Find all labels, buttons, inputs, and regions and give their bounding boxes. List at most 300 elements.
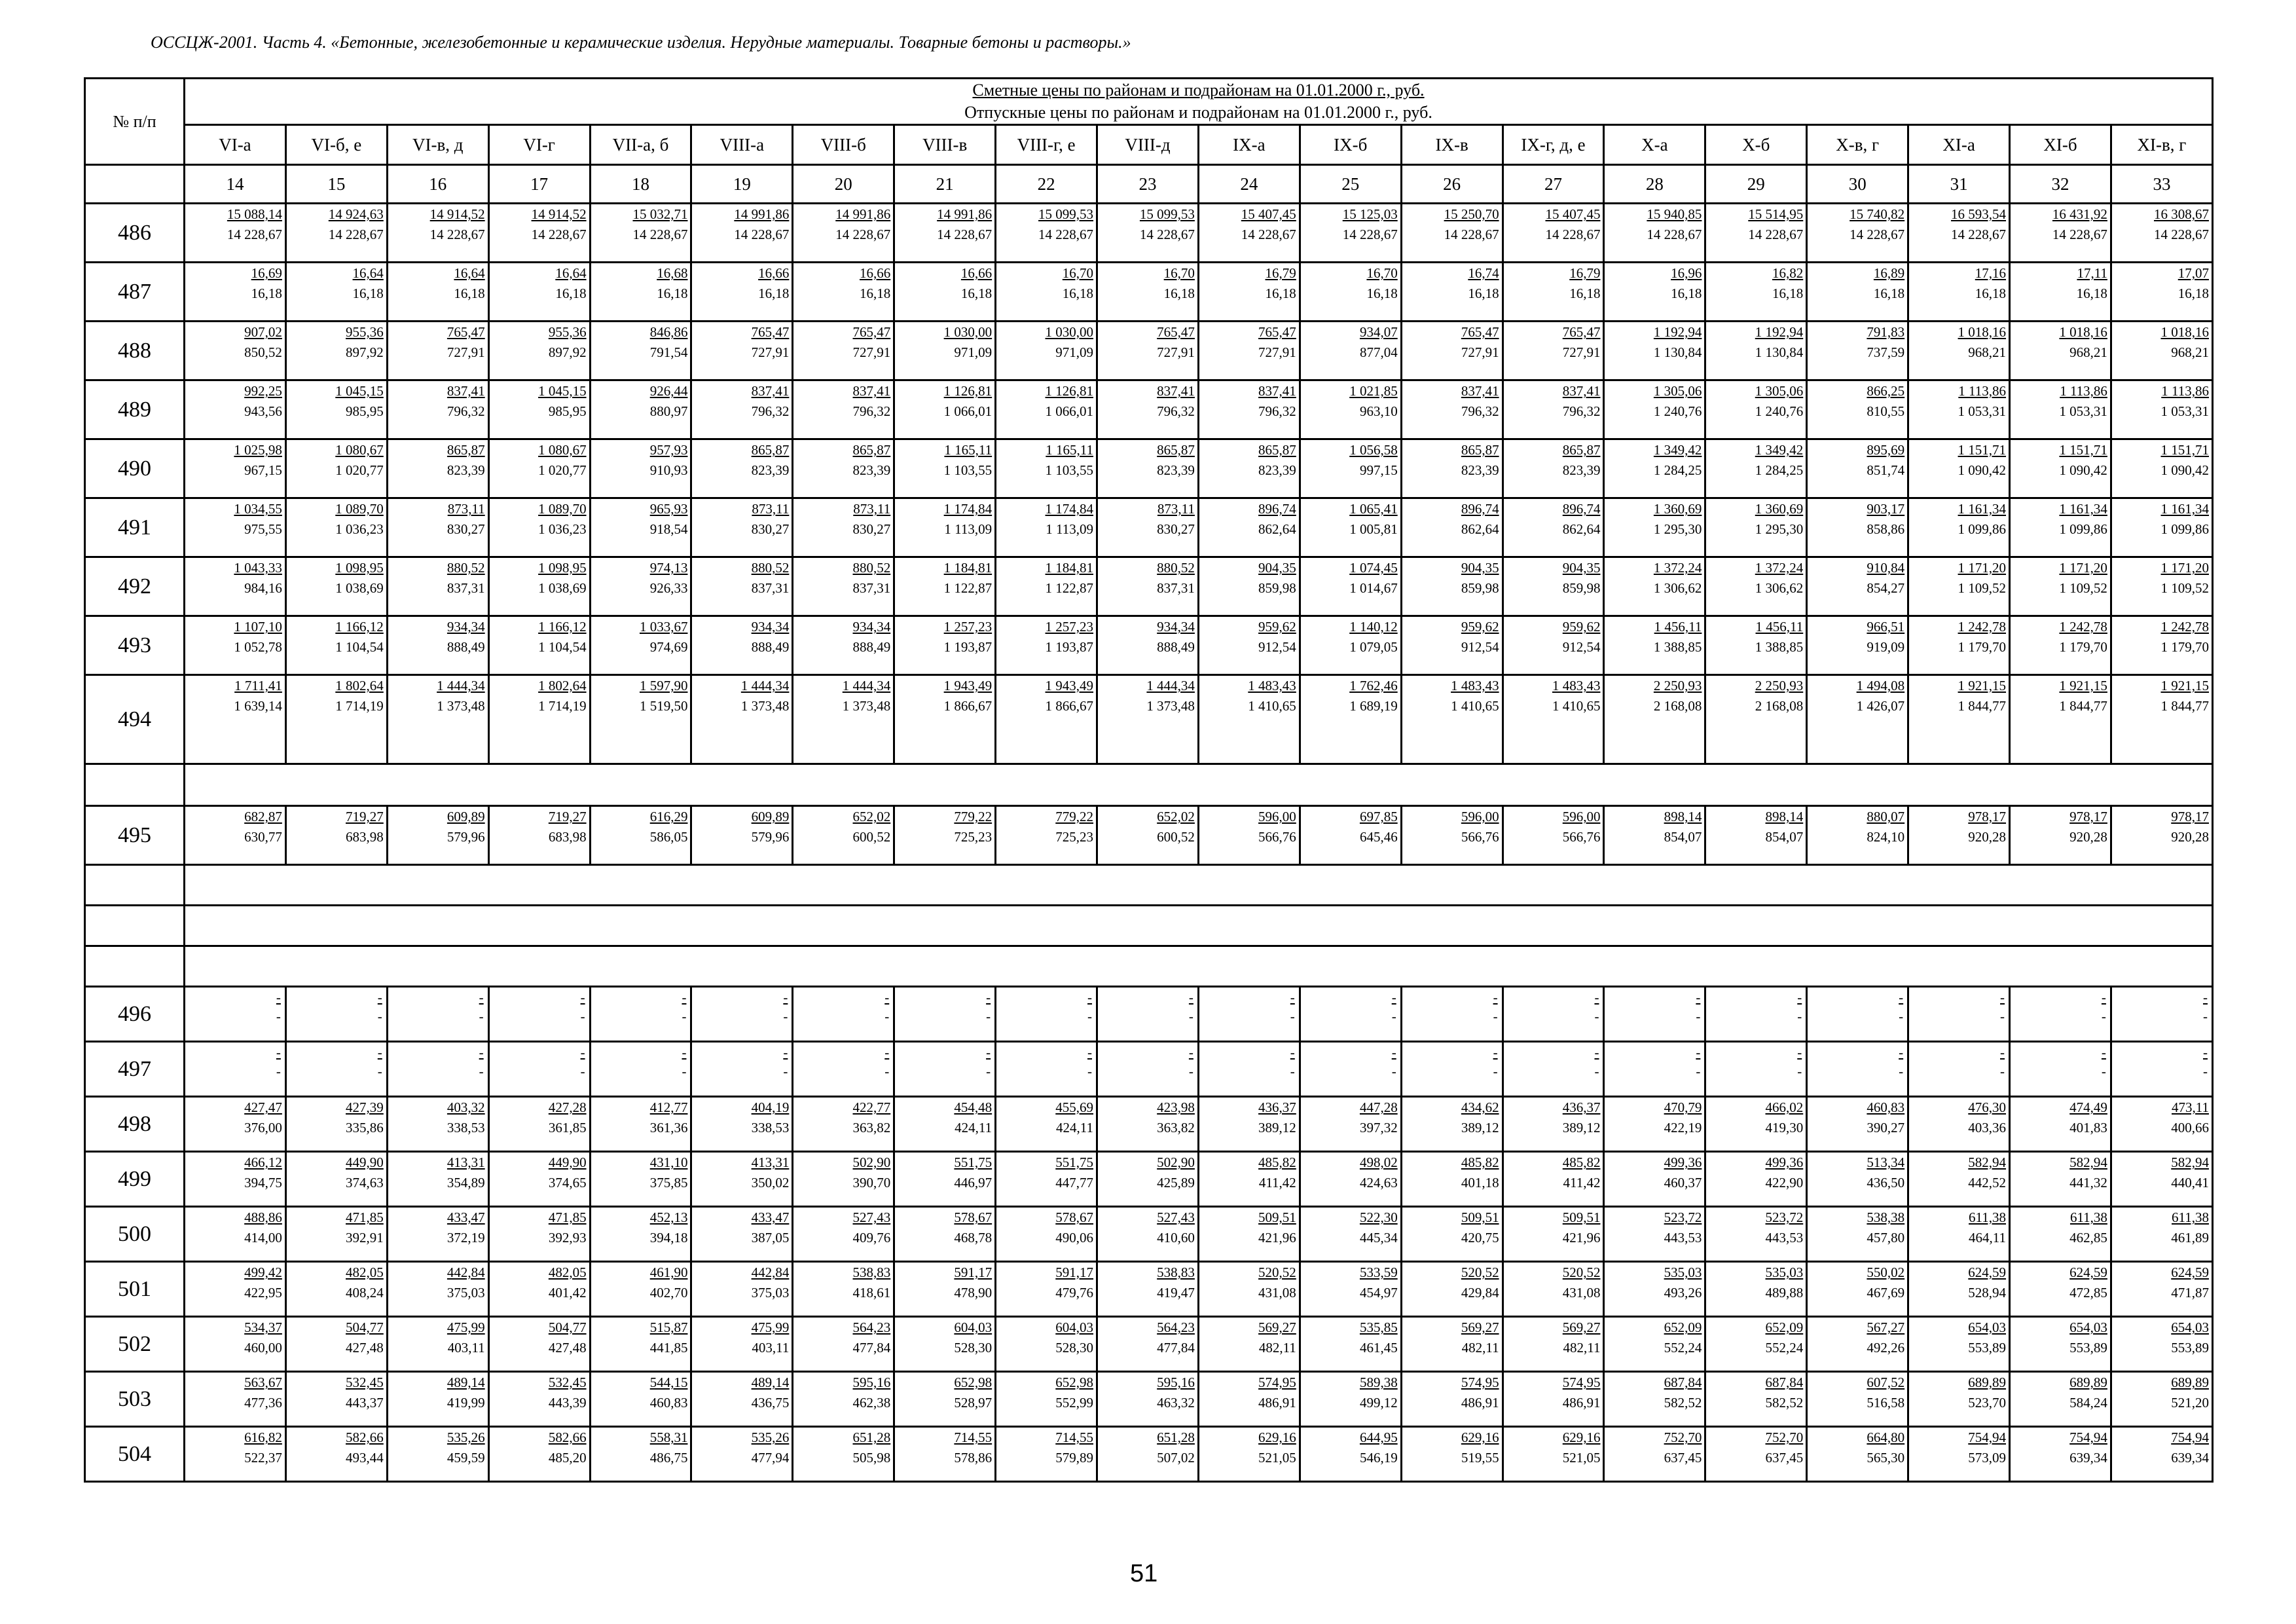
price-cell [793, 557, 894, 616]
estimated-price: 591,17 [954, 1264, 993, 1280]
estimated-price: 16,79 [1569, 265, 1601, 281]
release-price-dash: - [276, 1008, 281, 1024]
price-cell [1503, 675, 1604, 764]
price-cell [1503, 806, 1604, 865]
release-price: 727,91 [751, 344, 790, 360]
release-price: 16,18 [758, 286, 790, 301]
price-cell [1097, 322, 1199, 380]
row-number: 496 [85, 987, 185, 1042]
release-price: 637,45 [1664, 1450, 1702, 1466]
row-number: 502 [85, 1317, 185, 1372]
release-price-dash: - [2101, 1063, 2106, 1079]
release-price: 459,59 [446, 1450, 485, 1466]
release-price: 830,27 [446, 521, 485, 537]
release-price: 796,32 [1461, 403, 1499, 419]
estimated-price: 16,66 [960, 265, 993, 281]
release-price-dash: - [1087, 1008, 1093, 1024]
estimated-price: 609,89 [751, 809, 790, 824]
release-price: 493,44 [346, 1450, 384, 1466]
price-cell [1401, 204, 1503, 263]
estimated-price: 1 126,81 [943, 383, 993, 399]
row-number [85, 946, 185, 987]
price-cell [1503, 616, 1604, 675]
release-price: 350,02 [751, 1175, 790, 1190]
price-cell [2111, 1317, 2212, 1372]
release-price: 460,83 [649, 1395, 688, 1411]
estimated-price: 1 098,95 [538, 560, 587, 576]
table-row [85, 380, 2213, 439]
estimated-price: 14 914,52 [531, 206, 587, 222]
estimated-price: 1 030,00 [943, 324, 993, 340]
estimated-price-dash: - [1188, 1044, 1194, 1060]
release-price: 727,91 [1461, 344, 1499, 360]
price-cell [1604, 1152, 1705, 1207]
estimated-price: 959,62 [1562, 619, 1601, 635]
price-cell [996, 1097, 1097, 1152]
estimated-price: 1 943,49 [1045, 678, 1094, 693]
estimated-price: 1 166,12 [335, 619, 384, 635]
release-price: 431,08 [1562, 1285, 1601, 1301]
release-price: 1 240,76 [1755, 403, 1804, 419]
estimated-price: 15 032,71 [632, 206, 688, 222]
estimated-price: 1 033,67 [639, 619, 688, 635]
price-cell [285, 263, 387, 322]
column-number: 30 [1807, 165, 1908, 204]
release-price: 436,50 [1867, 1175, 1905, 1190]
price-cell [691, 380, 793, 439]
release-price: 1 036,23 [538, 521, 587, 537]
release-price: 338,53 [751, 1120, 790, 1135]
column-number: 18 [590, 165, 691, 204]
price-cell [488, 439, 590, 498]
price-cell [1604, 1317, 1705, 1372]
release-price: 1 519,50 [639, 698, 688, 714]
table-row [85, 498, 2213, 557]
price-cell [387, 380, 488, 439]
estimated-price: 589,38 [1359, 1375, 1398, 1390]
estimated-price: 955,36 [548, 324, 587, 340]
row-number: 487 [85, 263, 185, 322]
row-number: 500 [85, 1207, 185, 1262]
estimated-price: 582,66 [346, 1430, 384, 1445]
price-cell [691, 439, 793, 498]
price-cell [1503, 1262, 1604, 1317]
estimated-price: 719,27 [346, 809, 384, 824]
row-number: 495 [85, 806, 185, 865]
estimated-price: 689,89 [1968, 1375, 2007, 1390]
price-cell [1097, 1372, 1199, 1427]
estimated-price: 16,89 [1873, 265, 1905, 281]
estimated-price: 513,34 [1867, 1154, 1905, 1170]
release-price: 482,11 [1258, 1340, 1296, 1356]
price-cell [1401, 322, 1503, 380]
region-header: VIII-г, е [996, 125, 1097, 165]
price-cell [1300, 806, 1401, 865]
price-cell [1604, 675, 1705, 764]
price-cell-empty [590, 987, 691, 1042]
price-cell [1807, 1207, 1908, 1262]
release-price: 600,52 [1157, 829, 1195, 845]
release-price: 1 122,87 [943, 580, 993, 596]
price-cell [1401, 263, 1503, 322]
release-price: 683,98 [346, 829, 384, 845]
price-cell [1807, 806, 1908, 865]
estimated-price: 957,93 [649, 442, 688, 458]
release-price: 1 113,09 [1046, 521, 1094, 537]
estimated-price: 582,66 [548, 1430, 587, 1445]
release-price-dash: - [1696, 1063, 1701, 1079]
release-price: 737,59 [1867, 344, 1905, 360]
price-cell-empty [285, 987, 387, 1042]
release-price: 823,39 [1461, 462, 1499, 478]
estimated-price-dash: - [276, 1044, 281, 1060]
estimated-price: 629,16 [1258, 1430, 1296, 1445]
release-price: 14 228,67 [835, 227, 891, 242]
release-price: 499,12 [1359, 1395, 1398, 1411]
price-cell [1198, 675, 1300, 764]
release-price: 424,11 [955, 1120, 993, 1135]
estimated-price: 16,74 [1468, 265, 1499, 281]
estimated-price-dash: - [2101, 1044, 2106, 1060]
estimated-price: 934,07 [1359, 324, 1398, 340]
release-price: 389,12 [1461, 1120, 1499, 1135]
estimated-price-dash: - [1696, 989, 1701, 1005]
price-cell [894, 806, 996, 865]
price-cell [1604, 616, 1705, 675]
estimated-price: 611,38 [1969, 1209, 2007, 1225]
price-cell [1604, 380, 1705, 439]
estimated-price-dash: - [1290, 1044, 1295, 1060]
estimated-price: 442,84 [751, 1264, 790, 1280]
price-cell [590, 616, 691, 675]
estimated-price: 16,66 [859, 265, 891, 281]
price-cell [1807, 1262, 1908, 1317]
price-cell [1300, 1207, 1401, 1262]
price-cell [387, 1207, 488, 1262]
release-price: 600,52 [852, 829, 891, 845]
estimated-price: 1 802,64 [335, 678, 384, 693]
estimated-price: 413,31 [446, 1154, 485, 1170]
estimated-price-dash: - [1188, 989, 1194, 1005]
estimated-price: 447,28 [1359, 1099, 1398, 1115]
estimated-price: 569,27 [1461, 1320, 1499, 1335]
price-cell [185, 1262, 286, 1317]
estimated-price: 837,41 [852, 383, 891, 399]
release-price: 823,39 [446, 462, 485, 478]
release-price: 16,18 [657, 286, 688, 301]
price-cell [1401, 439, 1503, 498]
release-price: 584,24 [2069, 1395, 2107, 1411]
estimated-price: 873,11 [752, 501, 790, 517]
release-price: 553,89 [1968, 1340, 2007, 1356]
price-cell [1604, 1372, 1705, 1427]
price-cell [1097, 675, 1199, 764]
release-price: 1 090,42 [2059, 462, 2107, 478]
price-cell [387, 675, 488, 764]
estimated-price: 779,22 [954, 809, 993, 824]
estimated-price: 16,79 [1265, 265, 1296, 281]
price-cell [1198, 1317, 1300, 1372]
price-cell [793, 1372, 894, 1427]
price-cell [185, 263, 286, 322]
table-row [85, 1207, 2213, 1262]
price-cell [996, 1152, 1097, 1207]
region-header: X-в, г [1807, 125, 1908, 165]
price-cell [1198, 616, 1300, 675]
estimated-price: 880,52 [1157, 560, 1195, 576]
price-cell-empty [793, 987, 894, 1042]
release-price-dash: - [1188, 1063, 1194, 1079]
estimated-price: 978,17 [2069, 809, 2107, 824]
price-cell [1401, 1097, 1503, 1152]
price-cell [2111, 204, 2212, 263]
price-cell [1908, 1152, 2010, 1207]
price-cell [1705, 380, 1807, 439]
estimated-price: 535,03 [1765, 1264, 1804, 1280]
table-row [85, 806, 2213, 865]
release-price-dash: - [1797, 1008, 1802, 1024]
release-price: 14 228,67 [1545, 227, 1601, 242]
price-cell [1705, 322, 1807, 380]
release-price: 516,58 [1867, 1395, 1905, 1411]
release-price: 727,91 [1258, 344, 1296, 360]
estimated-price: 1 113,86 [2060, 383, 2107, 399]
release-price: 354,89 [446, 1175, 485, 1190]
price-cell [488, 1317, 590, 1372]
estimated-price: 413,31 [751, 1154, 790, 1170]
release-price: 443,39 [548, 1395, 587, 1411]
column-number: 24 [1198, 165, 1300, 204]
estimated-price: 934,34 [446, 619, 485, 635]
estimated-price: 765,47 [1157, 324, 1195, 340]
estimated-price: 591,17 [1055, 1264, 1094, 1280]
estimated-price: 16 431,92 [2052, 206, 2107, 222]
release-price: 14 228,67 [531, 227, 587, 242]
estimated-price: 15 250,70 [1444, 206, 1499, 222]
estimated-price: 2 250,93 [1653, 678, 1702, 693]
price-cell [1908, 204, 2010, 263]
estimated-price: 1 045,15 [335, 383, 384, 399]
price-cell [996, 1207, 1097, 1262]
release-price: 1 099,86 [1958, 521, 2007, 537]
release-price: 389,12 [1562, 1120, 1601, 1135]
price-cell [894, 1317, 996, 1372]
release-price: 477,84 [1157, 1340, 1195, 1356]
estimated-price: 1 089,70 [538, 501, 587, 517]
estimated-price: 978,17 [1968, 809, 2007, 824]
estimated-price-dash: - [580, 989, 585, 1005]
price-cell [1097, 616, 1199, 675]
table-row [85, 675, 2213, 764]
region-header: XI-в, г [2111, 125, 2212, 165]
release-price: 854,27 [1867, 580, 1905, 596]
price-cell [1300, 1427, 1401, 1482]
release-price: 1 373,48 [842, 698, 891, 714]
column-number: 17 [488, 165, 590, 204]
price-cell [1300, 439, 1401, 498]
release-price: 810,55 [1867, 403, 1905, 419]
release-price: 2 168,08 [1755, 698, 1804, 714]
price-cell [1604, 263, 1705, 322]
release-price: 553,89 [2171, 1340, 2209, 1356]
release-price: 14 228,67 [1850, 227, 1905, 242]
price-cell-empty [185, 1042, 286, 1097]
release-price: 727,91 [1157, 344, 1195, 360]
release-price: 477,36 [244, 1395, 282, 1411]
release-price: 1 179,70 [2160, 639, 2209, 655]
estimated-price: 1 018,16 [2059, 324, 2107, 340]
price-cell-empty [1503, 1042, 1604, 1097]
release-price: 1 079,05 [1349, 639, 1398, 655]
price-cell [1097, 204, 1199, 263]
release-price-dash: - [1493, 1063, 1498, 1079]
estimated-price: 903,17 [1867, 501, 1905, 517]
release-price: 854,07 [1765, 829, 1804, 845]
price-cell [1198, 1097, 1300, 1152]
price-cell [996, 1262, 1097, 1317]
estimated-price: 1 065,41 [1349, 501, 1398, 517]
release-price: 1 689,19 [1349, 698, 1398, 714]
row-number: 494 [85, 675, 185, 764]
estimated-price-dash: - [377, 1044, 382, 1060]
estimated-price: 499,36 [1664, 1154, 1702, 1170]
release-price: 1 104,54 [335, 639, 384, 655]
release-price: 482,11 [1563, 1340, 1601, 1356]
price-cell [285, 1372, 387, 1427]
price-cell [590, 322, 691, 380]
price-cell [285, 439, 387, 498]
estimated-price: 1 349,42 [1653, 442, 1702, 458]
estimated-price: 1 098,95 [335, 560, 384, 576]
release-price: 409,76 [852, 1230, 891, 1246]
price-cell [1705, 1317, 1807, 1372]
price-cell-empty [691, 987, 793, 1042]
row-number [85, 764, 185, 806]
release-price: 461,89 [2171, 1230, 2209, 1246]
estimated-price: 1 113,86 [1958, 383, 2007, 399]
release-price: 421,96 [1258, 1230, 1296, 1246]
release-price: 419,99 [446, 1395, 485, 1411]
price-cell [691, 204, 793, 263]
estimated-price: 1 165,11 [944, 442, 993, 458]
release-price: 837,31 [751, 580, 790, 596]
estimated-price: 15 125,03 [1342, 206, 1398, 222]
release-price: 528,30 [1055, 1340, 1094, 1356]
price-cell [1705, 498, 1807, 557]
estimated-price: 1 025,98 [234, 442, 282, 458]
release-price: 467,69 [1867, 1285, 1905, 1301]
price-cell-empty [1401, 1042, 1503, 1097]
estimated-price: 535,26 [446, 1430, 485, 1445]
estimated-price: 896,74 [1258, 501, 1296, 517]
estimated-price: 532,45 [346, 1375, 384, 1390]
estimated-price: 504,77 [548, 1320, 587, 1335]
release-price: 1 103,55 [1045, 462, 1094, 478]
price-cell [2111, 380, 2212, 439]
price-cell [387, 1262, 488, 1317]
release-price: 472,85 [2069, 1285, 2107, 1301]
price-cell-empty [793, 1042, 894, 1097]
release-price: 850,52 [244, 344, 282, 360]
price-cell [2010, 1152, 2111, 1207]
estimated-price: 499,42 [244, 1264, 282, 1280]
estimated-price: 682,87 [244, 809, 282, 824]
price-cell [1705, 1207, 1807, 1262]
release-price: 394,75 [244, 1175, 282, 1190]
release-price: 830,27 [751, 521, 790, 537]
price-cell [1503, 1372, 1604, 1427]
estimated-price: 611,38 [2172, 1209, 2209, 1225]
price-cell [894, 1427, 996, 1482]
price-cell-empty [488, 1042, 590, 1097]
estimated-price-dash: - [1493, 1044, 1498, 1060]
estimated-price: 538,38 [1867, 1209, 1905, 1225]
release-price: 14 228,67 [1444, 227, 1499, 242]
release-price: 441,32 [2069, 1175, 2107, 1190]
release-price: 888,49 [751, 639, 790, 655]
release-price: 1 109,52 [2160, 580, 2209, 596]
price-cell [185, 1097, 286, 1152]
price-cell [488, 263, 590, 322]
estimated-price: 14 914,52 [429, 206, 485, 222]
column-number: 32 [2010, 165, 2111, 204]
price-cell [894, 1097, 996, 1152]
estimated-price: 1 089,70 [335, 501, 384, 517]
estimated-price: 629,16 [1562, 1430, 1601, 1445]
estimated-price: 14 991,86 [937, 206, 993, 222]
price-cell [387, 1152, 488, 1207]
release-price: 1 844,77 [2059, 698, 2107, 714]
estimated-price: 1 171,20 [2059, 560, 2107, 576]
release-price: 401,18 [1461, 1175, 1499, 1190]
estimated-price: 433,47 [751, 1209, 790, 1225]
price-cell [590, 1317, 691, 1372]
release-price: 1 373,48 [1146, 698, 1195, 714]
estimated-price: 16,70 [1366, 265, 1398, 281]
release-price: 528,94 [1968, 1285, 2007, 1301]
estimated-price: 596,00 [1562, 809, 1601, 824]
release-price-dash: - [580, 1063, 585, 1079]
estimated-price: 865,87 [446, 442, 485, 458]
price-cell [590, 1152, 691, 1207]
price-cell [1198, 1427, 1300, 1482]
price-cell [2010, 806, 2111, 865]
release-price: 1 388,85 [1755, 639, 1804, 655]
price-cell [996, 439, 1097, 498]
estimated-price: 567,27 [1867, 1320, 1905, 1335]
price-cell [1300, 1097, 1401, 1152]
price-cell [285, 1427, 387, 1482]
release-price: 375,03 [751, 1285, 790, 1301]
estimated-price: 865,87 [751, 442, 790, 458]
price-cell [488, 498, 590, 557]
price-cell [1503, 439, 1604, 498]
estimated-price: 904,35 [1461, 560, 1499, 576]
price-cell [387, 439, 488, 498]
price-cell [691, 1427, 793, 1482]
release-price-dash: - [276, 1063, 281, 1079]
region-header: VI-а [185, 125, 286, 165]
price-cell [1807, 498, 1908, 557]
estimated-price: 1 242,78 [1958, 619, 2007, 635]
estimated-price: 779,22 [1055, 809, 1094, 824]
release-price: 854,07 [1664, 829, 1702, 845]
release-price: 1 306,62 [1653, 580, 1702, 596]
price-cell [1604, 557, 1705, 616]
estimated-price: 485,82 [1562, 1154, 1601, 1170]
price-cell [1503, 380, 1604, 439]
release-price-dash: - [1188, 1008, 1194, 1024]
